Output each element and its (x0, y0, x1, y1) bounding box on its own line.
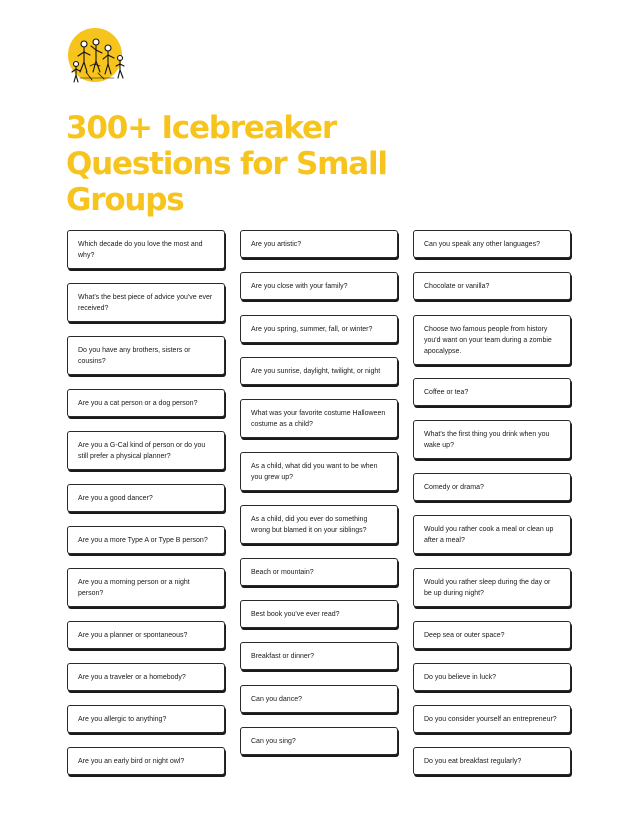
question-text: Do you have any brothers, sisters or cousins? (78, 346, 191, 365)
question-card (240, 357, 398, 385)
question-text: What was your favorite costume Halloween costume as a child? (251, 409, 386, 428)
question-card (67, 431, 225, 470)
question-card (240, 315, 398, 343)
question-card (413, 378, 571, 406)
question-card (413, 515, 571, 554)
question-text: Beach or mountain? (251, 568, 314, 576)
question-text: As a child, what did you want to be when you grew up? (251, 462, 378, 481)
question-text: Are you a good dancer? (78, 494, 153, 502)
question-text: Are you a traveler or a homebody? (78, 673, 186, 681)
question-text: Can you dance? (251, 695, 302, 703)
question-text: Are you allergic to anything? (78, 715, 167, 723)
question-text: Which decade do you love the most and why? (78, 240, 203, 259)
people-crowd-illustration-icon (66, 28, 132, 86)
question-card (67, 484, 225, 512)
question-text: Are you a planner or spontaneous? (78, 631, 188, 639)
question-text: Can you speak any other languages? (424, 240, 540, 248)
question-card (240, 272, 398, 300)
question-card (413, 315, 571, 365)
question-text: Breakfast or dinner? (251, 652, 315, 660)
question-card (67, 283, 225, 322)
question-card (67, 389, 225, 417)
question-card (67, 568, 225, 607)
question-card (240, 642, 398, 670)
question-text: Would you rather sleep during the day or be up during night? (424, 578, 551, 597)
question-card (240, 399, 398, 438)
question-card (240, 727, 398, 755)
question-text: What's the best piece of advice you've ever received? (78, 293, 213, 312)
question-card (413, 747, 571, 775)
question-card (67, 526, 225, 554)
question-card (240, 230, 398, 258)
question-text: Would you rather cook a meal or clean up after a meal? (424, 525, 554, 544)
question-text: Are you close with your family? (251, 282, 348, 290)
title-line: 300+ Icebreaker (66, 110, 336, 146)
question-text: Are you a more Type A or Type B person? (78, 536, 208, 544)
question-card (413, 568, 571, 607)
question-text: Comedy or drama? (424, 483, 484, 491)
question-card (240, 558, 398, 586)
question-card (67, 747, 225, 775)
question-card (67, 230, 225, 269)
question-card (413, 420, 571, 459)
question-card (413, 621, 571, 649)
question-text: Do you believe in luck? (424, 673, 496, 681)
question-text: Best book you've ever read? (251, 610, 340, 618)
question-card (240, 452, 398, 491)
question-text: Chocolate or vanilla? (424, 282, 490, 290)
question-text: Do you consider yourself an entrepreneur? (424, 715, 557, 723)
question-card (67, 336, 225, 375)
question-text: Are you artistic? (251, 240, 302, 248)
question-text: Are you a G-Cal kind of person or do you still prefer a physical planner? (78, 441, 206, 460)
page-title (66, 110, 406, 218)
question-text: Choose two famous people from history you'd want on your team during a zombie apocalypse. (424, 325, 552, 355)
question-card (67, 663, 225, 691)
question-card (413, 230, 571, 258)
title-line: Groups (66, 182, 184, 218)
question-text: Are you a cat person or a dog person? (78, 399, 198, 407)
question-text: What's the first thing you drink when you wake up? (424, 430, 550, 449)
question-card (413, 663, 571, 691)
question-card (413, 473, 571, 501)
question-text: Are you spring, summer, fall, or winter? (251, 325, 373, 333)
question-text: Are you an early bird or night owl? (78, 757, 185, 765)
question-text: As a child, did you ever do something wrong but blamed it on your siblings? (251, 515, 368, 534)
question-card (240, 685, 398, 713)
question-text: Are you a morning person or a night person? (78, 578, 190, 597)
title-line: Questions for Small (66, 146, 387, 182)
question-text: Coffee or tea? (424, 388, 469, 396)
question-text: Are you sunrise, daylight, twilight, or night (251, 367, 381, 375)
question-text: Can you sing? (251, 737, 296, 745)
question-text: Deep sea or outer space? (424, 631, 505, 639)
question-card (240, 600, 398, 628)
question-card (413, 272, 571, 300)
question-card (240, 505, 398, 544)
question-card (413, 705, 571, 733)
question-text: Do you eat breakfast regularly? (424, 757, 522, 765)
question-card (67, 621, 225, 649)
question-card (67, 705, 225, 733)
